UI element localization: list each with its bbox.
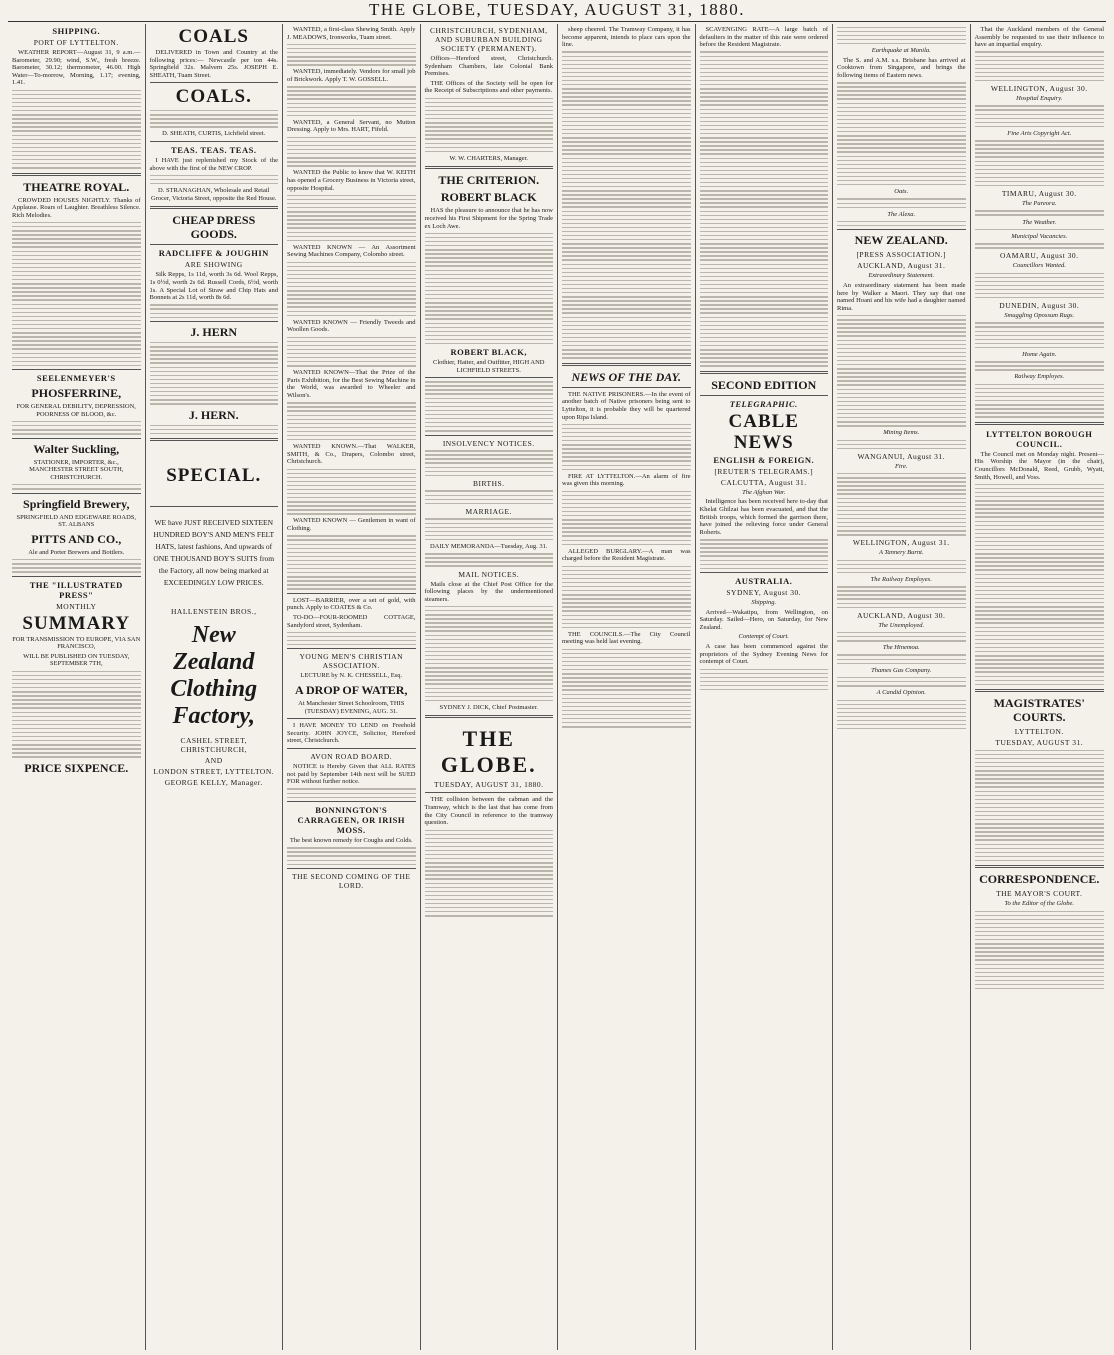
smuggling-heading: Smuggling Opossum Rugs. [1004, 312, 1075, 320]
hospital-heading: Hospital Enquiry. [1016, 95, 1063, 103]
lecture-by: LECTURE by N. K. CHESSELL, Esq. [300, 672, 403, 680]
column-5 [558, 24, 696, 1350]
timaru-dateline: TIMARU, August 30. [1001, 189, 1077, 199]
divider [287, 648, 416, 649]
ymca-heading: YOUNG MEN'S CHRISTIAN ASSOCIATION. [299, 652, 404, 671]
divider [287, 718, 416, 719]
oamaru-dateline: OAMARU, August 30. [999, 251, 1079, 261]
auckland2-dateline: AUCKLAND, August 30. [857, 610, 946, 620]
reuters-label: [REUTER'S TELEGRAMS.] [714, 466, 814, 476]
australia-heading: AUSTRALIA. [735, 576, 793, 587]
hern-heading: J. HERN [190, 325, 238, 340]
hinemoa-body [837, 654, 966, 664]
fire-heading: Fire. [894, 462, 908, 470]
mining-body [837, 440, 966, 450]
phosferrine-heading: PHOSFERRINE, [31, 386, 122, 401]
wanted-body [287, 337, 416, 367]
pitts-heading: PITTS AND CO., [31, 531, 122, 546]
scavenging-item: SCAVENGING RATE—A large batch of defaulters in the matter of this rate were ordered before the Resident Magistrate. [699, 26, 828, 49]
councillors-heading: Councillors Wanted. [1012, 262, 1066, 270]
to-editor: To the Editor of the Globe. [1004, 900, 1074, 908]
tannery-body [837, 560, 966, 574]
resolution-body [975, 51, 1105, 81]
magistrates-heading: MAGISTRATES' COURTS. [993, 696, 1085, 725]
opinion-heading: A Candid Opinion. [876, 689, 926, 697]
press-label: [PRESS ASSOCIATION.] [856, 250, 947, 260]
bonnington-body [287, 847, 416, 865]
monthly-label: MONTHLY [56, 601, 97, 611]
postmaster-signature: SYDNEY J. DICK, Chief Postmaster. [439, 703, 539, 711]
divider [12, 173, 141, 176]
news-body [562, 491, 691, 545]
earthquake-heading: Earthquake at Manila. [871, 47, 931, 55]
suckling-heading: Walter Suckling, [33, 441, 120, 456]
earthquake-body [837, 82, 966, 185]
shipping-subheading: Shipping. [751, 599, 777, 607]
unemployed-heading: The Unemployed. [878, 621, 925, 629]
divider [287, 801, 416, 802]
alexa-body [837, 221, 966, 226]
memoranda-body [425, 553, 554, 567]
mail-text: Mails close at the Chief Post Office for the following places by the undermentioned steamers. [424, 580, 553, 603]
lyttelton-council-text: The Council met on Monday night. Present—His Worship the Mayor (in the chair), Councillors McDonald, Reed, Grubb, Wyatt, Smith, Howell, and Voss. [974, 450, 1104, 481]
wanted-body [287, 262, 416, 316]
money-ad: I HAVE MONEY TO LEND on Freehold Security. JOHN JOYCE, Solicitor, Hereford street, Christchurch. [287, 722, 416, 745]
arrivals-text [12, 90, 141, 169]
coals-heading: COALS [178, 26, 249, 47]
wellington-dateline: WELLINGTON, August 30. [990, 84, 1088, 94]
wanted-body [287, 535, 416, 589]
weather-body [975, 229, 1105, 230]
nz-clothing-heading: New Zealand Clothing Factory, [170, 622, 258, 730]
divider [562, 387, 691, 388]
railway-body [837, 586, 966, 608]
illustrated-press-heading: THE "ILLUSTRATED PRESS" [29, 579, 123, 600]
phosferrine-body [12, 421, 141, 435]
home-heading: Home Again. [1022, 350, 1057, 358]
cheap-dress-heading: CHEAP DRESS GOODS. [172, 213, 256, 242]
unemployed-body [837, 632, 966, 642]
native-prisoners-item: THE NATIVE PRISONERS.—In the event of another batch of Native prisoners being sent to Lyttelton, it is probable they will be quartered upon Ripa Island. [562, 390, 691, 421]
theatre-text: CROWDED HOUSES NIGHTLY. Thanks of Applause. Roars of Laughter. Breathless Silence. Rich Melodies. [12, 196, 141, 219]
thames-heading: Thames Gas Company. [871, 666, 932, 674]
kelly-label: GEORGE KELLY, Manager. [164, 778, 263, 788]
cable-sub: ENGLISH & FOREIGN. [713, 454, 815, 465]
court-date: TUESDAY, AUGUST 31. [995, 738, 1084, 748]
divider [150, 206, 279, 209]
thames-body [837, 677, 966, 687]
teas-heading: TEAS. TEAS. TEAS. [171, 145, 257, 156]
fire-body [837, 473, 966, 536]
hallenstein-label: HALLENSTEIN BROS., [171, 607, 257, 617]
councils-item: THE COUNCILS.—The City Council meeting was held last evening. [562, 630, 691, 646]
second-edition-heading: SECOND EDITION [711, 377, 817, 392]
wanted-ad-1: WANTED, a first-class Shewing Smith. Apply J. MEADOWS, Ironworks, Tuam street. [287, 26, 416, 41]
editorial-lead: THE collision between the cabman and the Tramway, which is the last that has come from the City Council in reference to the tramway question. [424, 796, 553, 827]
contempt-heading: Contempt of Court. [738, 633, 789, 641]
stranaghan-signature: D. STRANAGHAN, Wholesale and Retail Grocer, Victoria Street, opposite the Red House. [151, 187, 277, 202]
divider [287, 748, 416, 749]
afghan-text: Intelligence has been received here to-day that Khelat Ghilzai has been evacuated, and that the British troops, which formed the garrison there, have joined the relieving force under General Roberts. [699, 498, 828, 536]
railway-heading: The Railway Employes. [870, 575, 932, 583]
column-2 [146, 24, 284, 1350]
newspaper-columns [8, 24, 1108, 1350]
divider [562, 363, 691, 366]
divider [975, 422, 1105, 425]
wanted-ad-3: WANTED, a General Servant, no Mutton Dressing. Apply to Mrs. HART, Fifeld. [287, 118, 416, 134]
hern-body [150, 342, 279, 405]
lecture-text: At Manchester Street Schoolroom, THIS (TUESDAY) EVENING, AUG. 31. [298, 700, 405, 715]
to-let-body [287, 632, 416, 646]
divider [425, 435, 554, 436]
wanted-ad-9: WANTED KNOWN — Gentlemen in want of Clothing. [287, 517, 416, 533]
coals2-body [150, 110, 279, 128]
memoranda-heading: DAILY MEMORANDA—Tuesday, Aug. 31. [429, 542, 548, 550]
wanted-body [287, 44, 416, 66]
hern2-heading: J. HERN. [188, 407, 239, 422]
nominations-heading: Municipal Vacancies. [1011, 232, 1068, 240]
divider [150, 438, 279, 441]
wanted-ad-6: WANTED KNOWN — Friendly Tweeds and Woollen Goods. [287, 318, 416, 334]
divider [425, 377, 554, 378]
divider [150, 506, 279, 507]
resolution-text: That the Auckland members of the General Assembly be requested to use their influence to have an impartial enquiry. [974, 26, 1104, 49]
oats-heading: Oats. [894, 188, 909, 196]
nominations-body [975, 243, 1105, 248]
globe-date: TUESDAY, AUGUST 31, 1880. [434, 780, 544, 790]
sydenham-body [425, 98, 554, 152]
price-heading: PRICE SIXPENCE. [24, 760, 129, 775]
coals2-heading: COALS. [175, 86, 252, 108]
wanted-body [287, 86, 416, 116]
divider [150, 82, 279, 83]
mail-body [425, 606, 554, 701]
pitts-sub: Ale and Porter Brewers and Bottlers. [28, 548, 125, 556]
shipping-heading: SHIPPING. [52, 26, 101, 36]
drop-of-water-heading: A DROP OF WATER, [295, 683, 408, 698]
divider [700, 395, 829, 396]
news-body [837, 27, 966, 45]
insolvency-heading: INSOLVENCY NOTICES. [442, 438, 535, 448]
divider [12, 576, 141, 577]
masthead: THE GLOBE, TUESDAY, AUGUST 31, 1880. [369, 0, 745, 19]
criterion-heading: THE CRITERION. [438, 173, 540, 188]
robert-black-sub: Clothier, Hatter, and Outfitter, HIGH AND LICHFIELD STREETS. [433, 359, 545, 374]
radcliffe-items: Silk Repps, 1s 11d, worth 3s 6d. Wool Repps, 1s 0½d, worth 2s 6d. Russell Cords, 6½d, worth 1s. A Special Lot of Straw and Chip Hats and Bonnets at 2s 11d, worth 8s 6d. [149, 271, 278, 302]
births-body [425, 490, 554, 504]
railway-body [975, 384, 1105, 418]
pareora-heading: The Pareora. [1022, 200, 1057, 208]
sydney-dateline: SYDNEY, August 30. [726, 588, 802, 598]
offices-text: THE Offices of the Society will be open for the Receipt of Subscriptions and other payments. [424, 79, 553, 95]
extraordinary-body [837, 315, 966, 427]
divider [12, 438, 141, 439]
theatre-body [12, 222, 141, 366]
telegraphic-heading: TELEGRAPHIC. [729, 398, 798, 409]
contempt-text: A case has been commenced against the proprietors of the Sydney Evening News for contempt of Court. [699, 643, 828, 666]
mail-heading: MAIL NOTICES. [458, 569, 520, 579]
nz-heading: NEW ZEALAND. [854, 233, 948, 248]
mayors-court-heading: THE MAYOR'S COURT. [996, 889, 1083, 899]
divider [425, 715, 554, 718]
afghan-heading: The Afghan War. [742, 488, 786, 496]
sydenham-signature: W. W. CHARTERS, Manager. [449, 154, 529, 162]
coals-text: DELIVERED in Town and Country at the following prices:— Newcastle per ton 44s. Springfield 32s. Malvern 25s. JOSEPH E. SHEATH, Tuam Street. [149, 49, 278, 79]
robert-black-signature: ROBERT BLACK, [450, 347, 527, 357]
home-body [975, 361, 1105, 371]
hern2-body [150, 425, 279, 435]
extraordinary-heading: Extraordinary Statement. [868, 272, 935, 280]
railway-employes-heading: Railway Employes. [1014, 373, 1065, 381]
special-heading: SPECIAL. [166, 465, 262, 487]
divider [975, 865, 1105, 868]
port-heading: PORT OF LYTTELTON. [33, 38, 119, 47]
cashel-label: CASHEL STREET, CHRISTCHURCH, [180, 736, 248, 755]
coals2-signature: D. SHEATH, CURTIS, Lichfield street. [162, 130, 266, 138]
divider [150, 321, 279, 322]
lost-ad: LOST—BARRIER, over a set of gold, with punch. Apply to COATES & Co. [287, 596, 416, 612]
news-heading: NEWS OF THE DAY. [571, 369, 682, 384]
dunedin-dateline: DUNEDIN, August 30. [999, 301, 1080, 311]
divider [12, 369, 141, 370]
lyttelton-council-heading: LYTTELTON BOROUGH COUNCIL. [986, 428, 1093, 449]
summary-contents [12, 671, 141, 758]
summary-published: WILL BE PUBLISHED ON TUESDAY, SEPTEMBER 7TH, [23, 652, 130, 668]
councillors-body [975, 273, 1105, 299]
editorial-body [425, 830, 554, 917]
teas-text: I HAVE just replenished my Stock of the above with the first of the NEW CROP. [149, 157, 278, 172]
shipping-text: Arrived—Wakatipu, from Wellington, on Saturday. Sailed—Hero, on Saturday, for New Zealand. [699, 608, 828, 631]
column-6 [696, 24, 834, 1350]
news-body [700, 51, 829, 366]
divider [700, 371, 829, 374]
radcliffe-sub: ARE SHOWING [184, 260, 243, 270]
burglary-item: ALLEGED BURGLARY.—A man was charged before the Resident Magistrate. [562, 547, 691, 563]
wanted-ad-5: WANTED KNOWN — An Assortment Sewing Machines Company, Colombo street. [287, 243, 416, 259]
column-7 [833, 24, 971, 1350]
second-coming: THE SECOND COMING OF THE LORD. [291, 872, 411, 890]
divider [425, 166, 554, 169]
summary-heading: SUMMARY [22, 612, 131, 634]
divider [12, 493, 141, 494]
divider [287, 868, 416, 869]
wellington-dateline: WELLINGTON, August 31. [852, 538, 950, 548]
news-body [562, 649, 691, 728]
wanganui-dateline: WANGANUI, August 31. [857, 451, 945, 461]
teas-body [150, 175, 279, 185]
tannery-heading: A Tannery Burnt. [878, 549, 924, 557]
extraordinary-text: An extraordinary statement has been made here by Walker a Maori. They say that one named Hoani and his wife had a daughter named Rima. [837, 282, 966, 312]
divider [975, 689, 1105, 692]
masthead-rule [8, 21, 1106, 22]
sydenham-heading: CHRISTCHURCH, SYDENHAM, AND SUBURBAN BUILDING SOCIETY (PERMANENT). [429, 26, 548, 53]
robert-black-heading: ROBERT BLACK [440, 190, 537, 205]
wanted-body [287, 195, 416, 241]
weather-report: WEATHER REPORT—August 31, 9 a.m.—Barometer, 29.90; wind, S.W., fresh breeze. Barometer, 30.12; thermometer, 46.00. High Water—To-morrow, Morning, 1.17; evening, 1.41. [12, 49, 141, 87]
sydenham-text: Offices—Hereford street, Christchurch. Sydenham Chambers, late Colonial Bank Premises. [424, 55, 553, 78]
globe-editorial-title: THE GLOBE. [440, 726, 537, 778]
robert-black-text: HAS the pleasure to announce that he has now received his First Shipment for the Spring Trade ex Loch Awe. [424, 207, 553, 230]
column-4 [421, 24, 559, 1350]
seelenmeyer-heading: SEELENMEYER'S [36, 373, 116, 384]
column-1 [8, 24, 146, 1350]
earthquake-text: The S. and A.M. s.s. Brisbane has arrived at Cooktown from Singapore, and brings the following items of Eastern news. [837, 56, 966, 79]
editorial-body [562, 51, 691, 358]
afghan-body [700, 539, 829, 569]
fine-arts-body [975, 140, 1105, 186]
wanted-ad-2: WANTED, immediately. Vendors for small job of Brickwork. Apply T. W. GOSSELL. [287, 68, 416, 83]
notice-body [425, 381, 554, 431]
brewery-sub: SPRINGFIELD AND EDGEWARE ROADS, ST. ALBANS [16, 513, 137, 529]
to-let-ad: TO-DO—FOUR-ROOMED COTTAGE, Sandyford street, Sydenham. [287, 613, 416, 629]
avon-body [287, 788, 416, 798]
wanted-ad-7: WANTED KNOWN—That the Prize of the Paris Exhibition, for the Best Sewing Machine in the World, was awarded to Wheeler and Wilson's. [287, 369, 416, 399]
hinemoa-heading: The Hinemoa. [882, 644, 920, 652]
wanted-ad-4: WANTED the Public to know that W. KEITH has opened a Grocery Business in Victoria street, opposite Hospital. [287, 169, 416, 192]
court-body [975, 750, 1105, 862]
hospital-body [975, 105, 1105, 127]
pareora-body [975, 210, 1105, 215]
insolvency-body [425, 450, 554, 476]
news-body [562, 566, 691, 629]
alexa-heading: The Alexa. [887, 210, 916, 218]
divider [700, 572, 829, 573]
letter-body [975, 911, 1105, 990]
suckling-body [12, 484, 141, 489]
contempt-body [700, 669, 829, 691]
wanted-body [287, 402, 416, 440]
london-label: LONDON STREET, LYTTELTON. [153, 767, 275, 777]
auckland-dateline: AUCKLAND, August 31. [857, 261, 946, 271]
bonnington-heading: BONNINGTON'S CARRAGEEN, OR IRISH MOSS. [297, 805, 405, 836]
summary-for: FOR TRANSMISSION TO EUROPE, VIA SAN FRANCISCO, [12, 635, 141, 651]
news-body [562, 424, 691, 470]
brewery-heading: Springfield Brewery, [23, 496, 130, 511]
weather-heading: The Weather. [1022, 218, 1057, 226]
lyttelton-court-label: LYTTELTON. [1014, 727, 1064, 737]
avon-heading: AVON ROAD BOARD. [310, 752, 393, 761]
wanted-body [287, 469, 416, 515]
column-8 [971, 24, 1109, 1350]
radcliffe-body [150, 304, 279, 318]
opinion-body [837, 700, 966, 730]
divider [425, 792, 554, 793]
theatre-heading: THEATRE ROYAL. [23, 179, 130, 194]
smuggling-body [975, 322, 1105, 348]
calcutta-dateline: CALCUTTA, August 31. [720, 477, 807, 487]
bonnington-text: The best known remedy for Coughs and Colds. [289, 837, 413, 845]
divider [287, 593, 416, 594]
and-label: AND [204, 756, 223, 766]
marriage-heading: MARRIAGE. [465, 506, 512, 516]
robert-black-body [425, 233, 554, 345]
wanted-ad-8: WANTED KNOWN.—That WALKER, SMITH, & Co., Drapers, Colombo street, Christchurch. [287, 443, 416, 466]
divider [150, 141, 279, 142]
phosferrine-sub: FOR GENERAL DEBILITY, DEPRESSION, POORNESS OF BLOOD, &c. [16, 403, 136, 418]
divider [837, 229, 966, 230]
radcliffe-heading: RADCLIFFE & JOUGHIN [158, 248, 269, 259]
oats-body [837, 198, 966, 208]
fine-arts-heading: Fine Arts Copyright Act. [1007, 129, 1072, 137]
special-text: WE have JUST RECEIVED SIXTEEN HUNDRED BOY'S AND MEN'S FELT HATS, latest fashions, And upwards of ONE THOUSAND BOY'S SUITS from the Factory, all now being marked at EXCEEDINGLY LOW PRICES. [153, 518, 275, 588]
suckling-sub: STATIONER, IMPORTER, &c., MANCHESTER STREET SOUTH, CHRISTCHURCH. [29, 458, 124, 481]
council-body [975, 484, 1105, 685]
divider [150, 244, 279, 245]
pitts-body [12, 559, 141, 573]
mining-heading: Mining Items. [883, 429, 920, 437]
fire-item: FIRE AT LYTTELTON.—An alarm of fire was given this morning. [562, 472, 691, 488]
editorial-continued: sheep cheered. The Tramway Company, it has become apparent, intends to place cars upon the line. [562, 26, 691, 49]
correspondence-heading: CORRESPONDENCE. [979, 872, 1100, 887]
wanted-body [287, 137, 416, 167]
cable-news-heading: CABLE NEWS [728, 410, 799, 453]
births-heading: BIRTHS. [472, 478, 505, 488]
avon-notice: NOTICE is Hereby Given that ALL RATES not paid by September 14th next will be SUED FOR without further notice. [287, 763, 416, 786]
column-3 [283, 24, 421, 1350]
marriage-body [425, 518, 554, 540]
